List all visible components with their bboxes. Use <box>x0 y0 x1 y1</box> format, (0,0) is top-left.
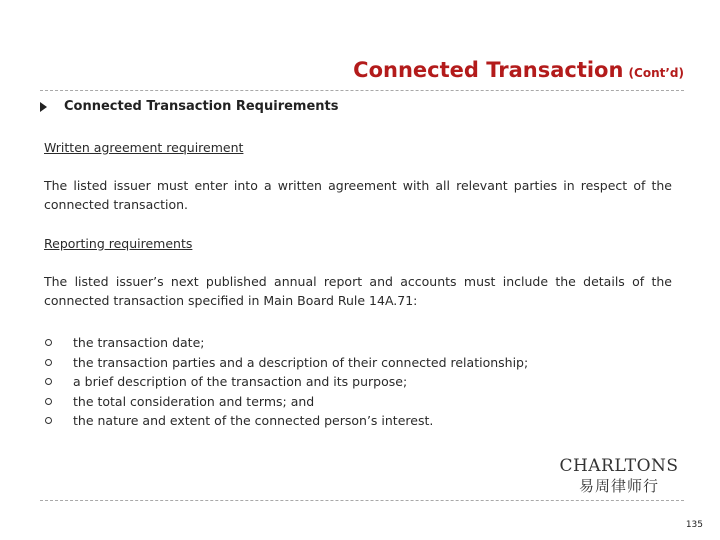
circle-bullet-icon <box>45 378 52 385</box>
top-divider <box>40 90 684 91</box>
circle-bullet-icon <box>45 359 52 366</box>
page-number: 135 <box>685 520 703 530</box>
slide-title-main: Connected Transaction <box>353 58 624 82</box>
circle-bullet-icon <box>45 398 52 405</box>
list-item-text: the total consideration and terms; and <box>73 393 315 409</box>
bottom-divider <box>40 500 684 501</box>
charltons-logo <box>556 456 682 496</box>
list-item-text: the transaction parties and a description of their connected relationship; <box>73 354 529 370</box>
reporting-heading: Reporting requirements <box>44 236 193 251</box>
list-item-text: the nature and extent of the connected person’s interest. <box>73 413 434 428</box>
logo-brand: CHARLTONS <box>559 456 679 476</box>
list-item <box>44 353 528 373</box>
triangle-right-icon <box>40 102 47 112</box>
slide-title-suffix: (Cont’d) <box>628 66 684 80</box>
list-item <box>44 372 528 392</box>
list-item <box>44 333 528 353</box>
reporting-details-list <box>44 333 528 431</box>
list-item-text: the transaction date; <box>73 335 205 350</box>
reporting-body: The listed issuer’s next published annual report and accounts must include the details of the connected transaction specified in Main Board Rule 14A.71: <box>44 274 672 308</box>
logo-chinese: 易周律师行 <box>578 477 659 495</box>
list-item <box>44 392 528 412</box>
list-item-text: a brief description of the transaction and its purpose; <box>73 374 408 389</box>
section-heading-label: Connected Transaction Requirements <box>64 99 339 114</box>
circle-bullet-icon <box>45 417 52 424</box>
list-item <box>44 411 528 431</box>
slide-title <box>353 58 684 82</box>
section-heading <box>40 99 339 114</box>
written-agreement-body: The listed issuer must enter into a written agreement with all relevant parties in respect of the connected transaction. <box>44 178 672 212</box>
written-agreement-heading: Written agreement requirement <box>44 140 244 155</box>
circle-bullet-icon <box>45 339 52 346</box>
